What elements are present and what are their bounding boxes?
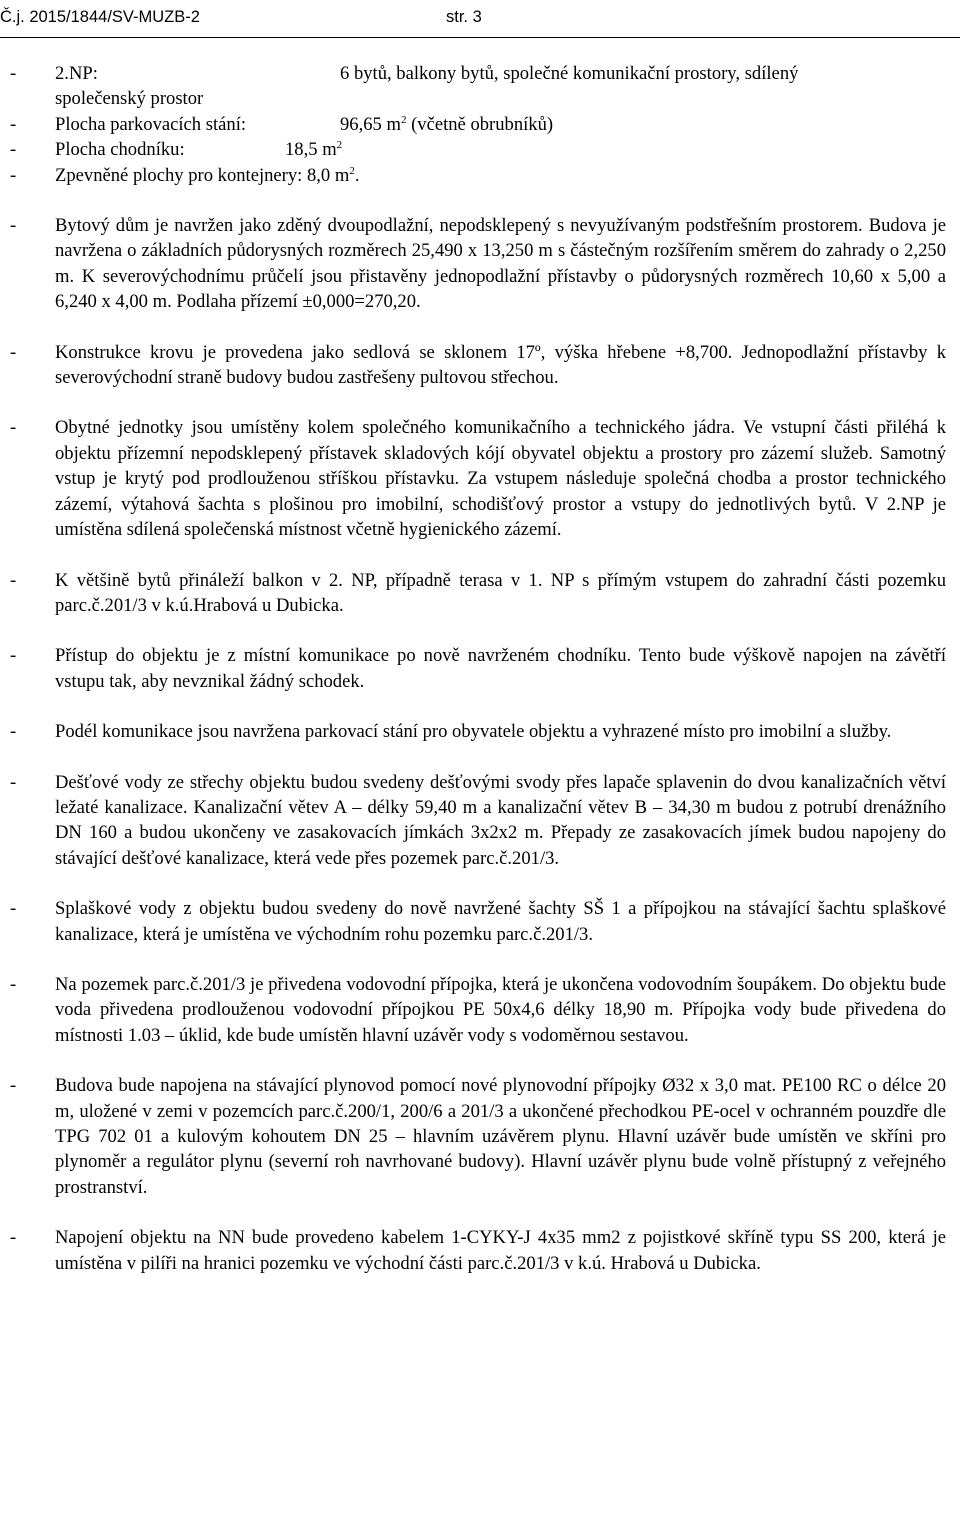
summary-value-suffix: (včetně obrubníků) xyxy=(406,113,554,135)
list-dash: - xyxy=(10,898,17,920)
list-dash: - xyxy=(10,1227,17,1249)
superscript: 2 xyxy=(349,164,355,177)
list-dash: - xyxy=(10,113,17,135)
summary-item-sidewalk xyxy=(0,137,946,162)
summary-continuation: společenský prostor xyxy=(55,88,204,110)
summary-value: 6 bytů, balkony bytů, společné komunikační prostory, sdílený xyxy=(340,63,799,84)
summary-value xyxy=(340,112,553,137)
paragraph-text: Podél komunikace jsou navržena parkovací stání pro obyvatele objektu a vyhrazené místo pro imobilní a služby. xyxy=(55,721,892,743)
paragraph-text: K většině bytů přináleží balkon v 2. NP, případně terasa v 1. NP s přímým vstupem do zahradní části pozemku parc.č.201/3 v k.ú.Hrabová u Dubicka. xyxy=(55,569,946,616)
superscript: 2 xyxy=(336,139,343,152)
summary-item-2np xyxy=(0,61,946,112)
paragraph-parking xyxy=(0,719,946,744)
paragraph-gas xyxy=(0,1073,946,1200)
paragraph-balconies xyxy=(0,568,946,619)
list-dash: - xyxy=(10,569,17,591)
summary-label: 2.NP: xyxy=(55,63,98,84)
paragraph-roof xyxy=(0,340,946,391)
list-dash: - xyxy=(10,645,17,667)
summary-value-text: 18,5 m xyxy=(285,139,337,161)
document-body xyxy=(0,61,946,1276)
paragraph-text: Přístup do objektu je z místní komunikace po nově navrženém chodníku. Tento bude výškově napojen na závětří vstupu tak, aby nevznikal žádný schodek. xyxy=(55,645,946,692)
paragraph-units xyxy=(0,415,946,542)
superscript: 2 xyxy=(400,113,407,126)
summary-line xyxy=(55,112,946,137)
summary-item-parking xyxy=(0,112,946,137)
page-header xyxy=(0,0,960,40)
summary-label: Plocha parkovacích stání: xyxy=(55,113,247,135)
paragraph-text: Na pozemek parc.č.201/3 je přivedena vodovodní přípojka, která je ukončena vodovodním šoupákem. Do objektu bude voda přivedena prodlouženou vodovodní přípojkou PE 50x4,6 délky 18,90 m. Přípojka vody bude přivedena do místnosti 1.03 – úklid, kde bude umístěn hlavní uzávěr vody s vodoměrnou sestavou. xyxy=(55,973,946,1046)
paragraph-access xyxy=(0,643,946,694)
paragraph-building xyxy=(0,213,946,315)
paragraph-water xyxy=(0,972,946,1048)
summary-item-containers xyxy=(0,163,946,188)
summary-value-suffix: . xyxy=(354,164,360,186)
paragraph-text: Dešťové vody ze střechy objektu budou svedeny dešťovými svody přes lapače splavenin do dvou kanalizačních větví ležaté kanalizace. Kanalizační větev A – délky 59,40 m a kanalizační větev B – 34,30 m budou z potrubí drenážního DN 160 a budou ukončeny ve zasakovacích jímkách 3x2x2 m. Přepady ze zasakovacích jímek budou napojeny do stávající dešťové kanalizace, která vede přes pozemek parc.č.201/3. xyxy=(55,771,946,869)
list-dash: - xyxy=(10,63,17,84)
summary-label: Zpevněné plochy pro kontejnery: 8,0 m xyxy=(55,164,350,186)
paragraph-text: Obytné jednotky jsou umístěny kolem společného komunikačního a technického jádra. Ve vstupní části přiléhá k objektu přízemní nepodsklepený přístavek skladových kójí obyvatel objektu a prostory pro zázemí služeb. Samotný vstup je krytý pod prodlouženou stříškou přístavku. Za vstupem následuje společná chodba a prostor technického zázemí, výtahová šachta s plošinou pro imobilní, schodišťový prostor a vstupy do jednotlivých bytů. V 2.NP je umístěna sdílená společenská místnost včetně hygienického zázemí. xyxy=(55,417,946,541)
paragraph-text: Konstrukce krovu je provedena jako sedlová se sklonem 17º, výška hřebene +8,700. Jednopodlažní přístavby k severovýchodní straně budovy budou zastřešeny pultovou střechou. xyxy=(55,341,946,389)
header-rule xyxy=(0,37,960,38)
summary-value xyxy=(285,137,342,162)
list-dash: - xyxy=(10,215,17,237)
paragraph-text: Splaškové vody z objektu budou svedeny do nově navržené šachty SŠ 1 a přípojkou na stávající šachtu splaškové kanalizace, která je umístěna ve východním rohu pozemku parc.č.201/3. xyxy=(55,898,946,945)
list-dash: - xyxy=(10,417,17,439)
list-dash: - xyxy=(10,721,17,743)
list-dash: - xyxy=(10,139,17,161)
paragraph-text: Napojení objektu na NN bude provedeno kabelem 1-CYKY-J 4x35 mm2 z pojistkové skříně typu SS 200, která je umístěna v pilíři na hranici pozemku ve východní části parc.č.201/3 v k.ú. Hrabová u Dubicka. xyxy=(55,1227,946,1274)
list-dash: - xyxy=(10,771,17,793)
paragraph-sewage xyxy=(0,896,946,947)
page-number: str. 3 xyxy=(446,8,482,26)
summary-value-text: 96,65 m xyxy=(340,113,401,135)
paragraph-electricity xyxy=(0,1225,946,1276)
summary-line xyxy=(55,137,946,162)
summary-label: Plocha chodníku: xyxy=(55,139,185,161)
list-dash: - xyxy=(10,341,17,363)
paragraph-text: Budova bude napojena na stávající plynovod pomocí nové plynovodní přípojky Ø32 x 3,0 mat. PE100 RC o délce 20 m, uložené v zemi v pozemcích parc.č.200/1, 200/6 a 201/3 a ukončené přechodkou PE-ocel v ochranném pouzdře dle TPG 702 01 a kulovým kohoutem DN 25 – hlavním uzávěrem plynu. Hlavní uzávěr bude umístěn ve skříni pro plynoměr a regulátor plynu (severní roh navrhované budovy). Hlavní uzávěr plynu bude volně přístupný z veřejného prostranství. xyxy=(55,1075,946,1198)
summary-line xyxy=(55,61,946,86)
list-dash: - xyxy=(10,1075,17,1097)
paragraph-text: Bytový dům je navržen jako zděný dvoupodlažní, nepodsklepený s nevyužívaným podstřešním prostorem. Budova je navržena o základních půdorysných rozměrech 25,490 x 13,250 m s částečným rozšířením směrem do zahrady o 2,250 m. K severovýchodnímu průčelí jsou přistavěny jednopodlažní přístavby o půdorysných rozměrech 10,60 x 5,00 a 6,240 x 4,00 m. Podlaha přízemí ±0,000=270,20. xyxy=(55,215,946,313)
paragraph-rainwater xyxy=(0,770,946,872)
list-dash: - xyxy=(10,164,17,186)
document-reference: Č.j. 2015/1844/SV-MUZB-2 xyxy=(0,8,200,26)
list-dash: - xyxy=(10,973,17,995)
summary-line xyxy=(55,163,946,188)
